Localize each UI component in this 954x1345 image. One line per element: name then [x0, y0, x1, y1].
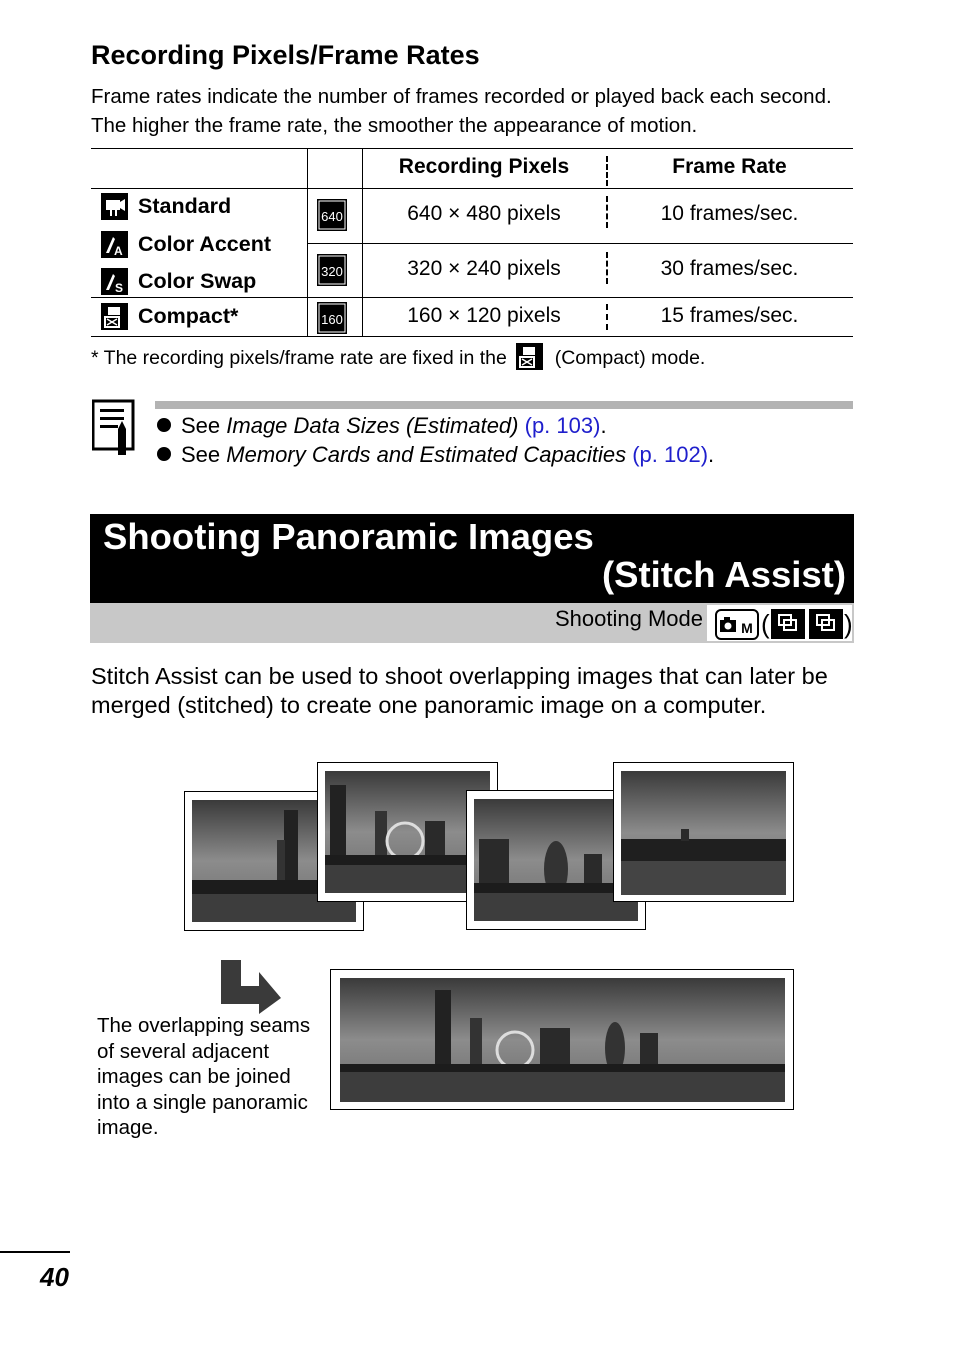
movie-compact-icon — [101, 303, 128, 330]
movie-standard-icon — [101, 193, 128, 220]
camera-m-icon — [707, 605, 852, 641]
page-link-102[interactable]: (p. 102) — [632, 442, 709, 467]
shooting-mode-icons — [707, 605, 852, 641]
header-recording-pixels: Recording Pixels — [398, 155, 570, 178]
svg-text:M: M — [741, 620, 753, 636]
table-footnote: * The recording pixels/frame rate are fixed in the (Compact) mode. — [91, 343, 705, 370]
header-frame-rate: Frame Rate — [672, 155, 787, 178]
cell-pixels-160: 160 × 120 pixels — [407, 304, 561, 327]
panorama-caption: The overlapping seams of several adjacent images can be joined into a single panoramic image. — [97, 1014, 311, 1139]
mode-color-accent: A Color Accent — [101, 231, 271, 258]
svg-text:(: ( — [761, 609, 770, 639]
color-swap-icon — [101, 268, 128, 295]
cell-rate-160: 15 frames/sec. — [660, 304, 799, 327]
page-link-103[interactable]: (p. 103) — [524, 413, 601, 438]
svg-text:): ) — [844, 609, 852, 639]
arrow-right-icon — [219, 958, 283, 1014]
city-skyline-image — [621, 771, 786, 895]
resolution-640-icon — [317, 199, 347, 231]
bullet-icon — [157, 418, 171, 432]
frame-rate-table — [91, 148, 853, 338]
cell-rate-320: 30 frames/sec. — [660, 257, 799, 280]
photo-4 — [613, 762, 794, 902]
section-title: Shooting Panoramic Images (Stitch Assist) — [90, 514, 854, 603]
section-subheading: Recording Pixels/Frame Rates — [91, 40, 480, 70]
panorama-photo — [330, 969, 794, 1110]
cell-pixels-320: 320 × 240 pixels — [407, 257, 561, 280]
svg-text:160: 160 — [321, 312, 343, 327]
note-divider — [155, 401, 853, 409]
resolution-320-icon — [317, 254, 347, 286]
note-item: See Memory Cards and Estimated Capacities (p. 102). — [157, 442, 714, 468]
bullet-icon — [157, 447, 171, 461]
svg-text:320: 320 — [321, 264, 343, 279]
note-item: See Image Data Sizes (Estimated) (p. 103). — [157, 413, 607, 439]
body-text: Stitch Assist can be used to shoot overlapping images that can later be merged (stitched) to create one panoramic image on a computer. — [91, 663, 828, 718]
resolution-160-icon — [317, 302, 347, 334]
svg-text:A: A — [114, 244, 123, 258]
color-accent-icon — [101, 231, 128, 258]
panorama-image — [340, 978, 785, 1102]
movie-compact-icon — [516, 343, 543, 370]
svg-text:S: S — [115, 281, 124, 295]
intro-text: Frame rates indicate the number of frames recorded or played back each second. The higher the frame rate, the smoother the appearance of motion. — [91, 85, 832, 137]
memo-icon — [92, 399, 136, 457]
mode-color-swap: S Color Swap — [101, 268, 256, 295]
page-number: 40 — [40, 1262, 69, 1292]
page-number-rule — [0, 1251, 70, 1253]
shooting-mode-bar — [90, 603, 854, 643]
mode-compact: Compact* — [101, 303, 238, 330]
cell-pixels-640: 640 × 480 pixels — [407, 202, 561, 225]
shooting-mode-label: Shooting Mode — [555, 606, 703, 631]
svg-text:640: 640 — [321, 209, 343, 224]
cell-rate-640: 10 frames/sec. — [660, 202, 799, 225]
mode-standard: Standard — [101, 193, 231, 220]
